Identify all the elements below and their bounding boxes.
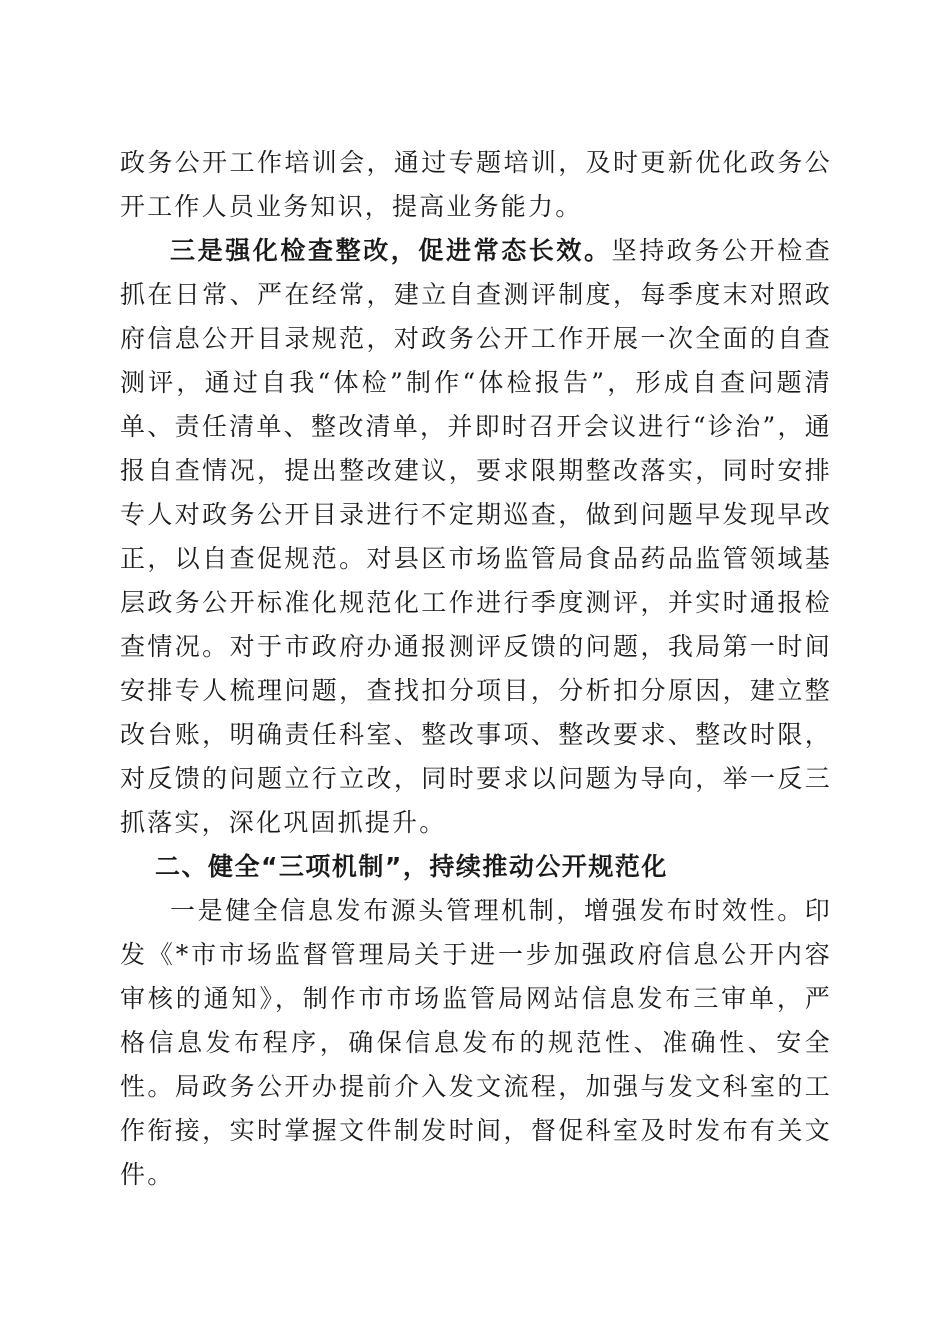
section-heading — [120, 845, 832, 889]
document-body — [120, 141, 832, 1197]
paragraph-body-text: 坚持政务公开检查抓在日常、严在经常，建立自查测评制度，每季度末对照政府信息公开目录规范，对政务公开工作开展一次全面的自查测评，通过自我“体检”制作“体检报告”，形成自查问题清单、责任清单、整改清单，并即时召开会议进行“诊治”，通报自查情况，提出整改建议，要求限期整改落实，同时安排专人对政务公开目录进行不定期巡查，做到问题早发现早改正，以自查促规范。对县区市场监管局食品药品监管领域基层政务公开标准化规范化工作进行季度测评，并实时通报检查情况。对于市政府办通报测评反馈的问题，我局第一时间安排专人梳理问题，查找扣分项目，分析扣分原因，建立整改台账，明确责任科室、整改事项、整改要求、整改时限，对反馈的问题立行立改，同时要求以问题为导向，举一反三抓落实，深化巩固抓提升。 — [120, 236, 832, 837]
paragraph-continuation-text: 政务公开工作培训会，通过专题培训，及时更新优化政务公开工作人员业务知识，提高业务能力。 — [120, 148, 832, 221]
paragraph-inspection-rectification — [120, 229, 832, 845]
paragraph-lead-sentence: 一是健全信息发布源头管理机制，增强发布时效性。 — [170, 896, 805, 925]
paragraph-information-release — [120, 889, 832, 1197]
paragraph-body-text: 印发《*市市场监督管理局关于进一步加强政府信息公开内容审核的通知》，制作市市场监管局网站信息发布三审单，严格信息发布程序，确保信息发布的规范性、准确性、安全性。局政务公开办提前介入发文流程，加强与发文科室的工作衔接，实时掌握文件制发时间，督促科室及时发布有关文件。 — [120, 896, 832, 1189]
paragraph-continuation — [120, 141, 832, 229]
section-heading-text: 二、健全“三项机制”，持续推动公开规范化 — [155, 852, 668, 881]
paragraph-lead-sentence: 三是强化检查整改，促进常态长效。 — [170, 236, 612, 265]
